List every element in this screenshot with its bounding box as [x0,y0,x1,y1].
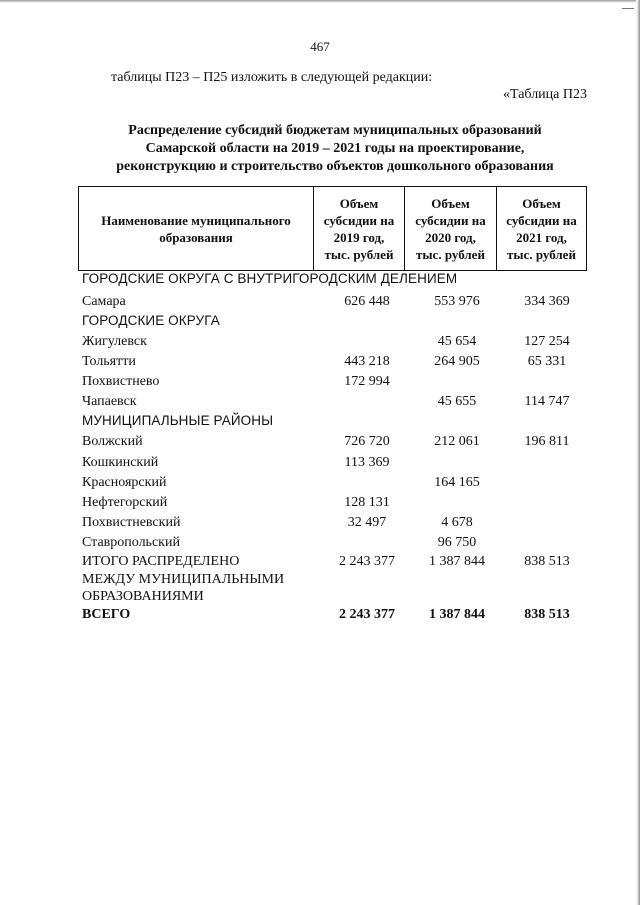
row-name: Кошкинский [82,455,159,470]
table-row [82,434,582,454]
table-row [82,475,582,495]
header-cell-2019 [313,187,404,270]
value-2021: 334 369 [524,294,570,309]
table-row [82,535,582,555]
row-name: ГОРОДСКИЕ ОКРУГА С ВНУТРИГОРОДСКИМ ДЕЛЕНИЕМ [82,271,458,286]
value-2020: 45 655 [437,394,477,409]
table-row [82,354,582,374]
table-row [82,334,582,354]
row-name: ИТОГО РАСПРЕДЕЛЕНО [82,554,240,569]
value-2021: 65 331 [527,354,567,369]
table-row [82,313,582,333]
value-2019: 32 497 [347,515,387,530]
row-name: Чапаевск [82,394,137,409]
value-2021: 838 513 [524,554,570,569]
header-label: Объем субсидии на 2021 год, тыс. рублей [506,195,577,262]
header-label: Объем субсидии на 2020 год, тыс. рублей [415,195,486,262]
row-name: Самара [82,294,126,309]
row-name: Ставропольский [82,535,180,550]
value-2020: 96 750 [437,535,477,550]
value-2020: 264 905 [434,354,480,369]
row-name: ОБРАЗОВАНИЯМИ [82,589,204,604]
header-cell-2020 [404,187,496,270]
table-row-grand-total [82,607,582,627]
value-2020: 1 387 844 [429,554,485,569]
row-name: МЕЖДУ МУНИЦИПАЛЬНЫМИ [82,572,285,587]
value-2019: 113 369 [344,455,390,470]
row-name: ВСЕГО [82,607,131,622]
value-2020: 164 165 [434,475,480,490]
value-2019: 726 720 [344,434,390,449]
table-row [82,455,582,475]
row-name: Нефтегорский [82,495,168,510]
table-row-total [82,554,582,574]
page-number: 467 [310,39,330,54]
value-2019: 443 218 [344,354,390,369]
table-title: Распределение субсидий бюджетам муниципальных образований Самарской области на 2019 – 2021 годы на проектирование, реконструкцию и строительство объектов дошкольного образования [116,123,554,174]
table-row [82,413,582,433]
table-header [78,186,587,271]
value-2021: 838 513 [524,607,570,622]
value-2021: 114 747 [524,394,570,409]
row-name: Похвистнево [82,374,160,389]
header-cell-2021 [496,187,586,270]
row-name: Жигулевск [82,334,147,349]
value-2019: 626 448 [344,294,390,309]
intro-text: таблицы П23 – П25 изложить в следующей редакции: [111,70,433,85]
row-name: Красноярский [82,475,167,490]
page-top-edge [0,0,640,3]
value-2019: 128 131 [344,495,390,510]
page-right-edge [636,0,640,905]
table-row [82,495,582,515]
table-row [82,374,582,394]
row-name: Похвистневский [82,515,181,530]
header-label: Наименование муниципального образования [101,212,291,245]
scan-corner-mark [622,0,634,9]
row-name: Тольятти [82,354,136,369]
value-2020: 1 387 844 [429,607,485,622]
value-2020: 553 976 [434,294,480,309]
table-row [82,515,582,535]
table-row-continuation [82,589,582,609]
value-2021: 127 254 [524,334,570,349]
value-2019: 2 243 377 [339,554,395,569]
value-2020: 45 654 [437,334,477,349]
value-2019: 172 994 [344,374,390,389]
value-2020: 4 678 [441,515,473,530]
table-row [82,394,582,414]
row-name: Волжский [82,434,143,449]
value-2019: 2 243 377 [339,607,395,622]
table-reference: «Таблица П23 [503,87,587,102]
table-row [82,294,582,314]
row-name: ГОРОДСКИЕ ОКРУГА [82,313,220,328]
header-cell-name [79,187,313,270]
value-2021: 196 811 [524,434,570,449]
row-name: МУНИЦИПАЛЬНЫЕ РАЙОНЫ [82,413,274,428]
header-label: Объем субсидии на 2019 год, тыс. рублей [323,195,395,262]
table-row [82,271,582,291]
value-2020: 212 061 [434,434,480,449]
